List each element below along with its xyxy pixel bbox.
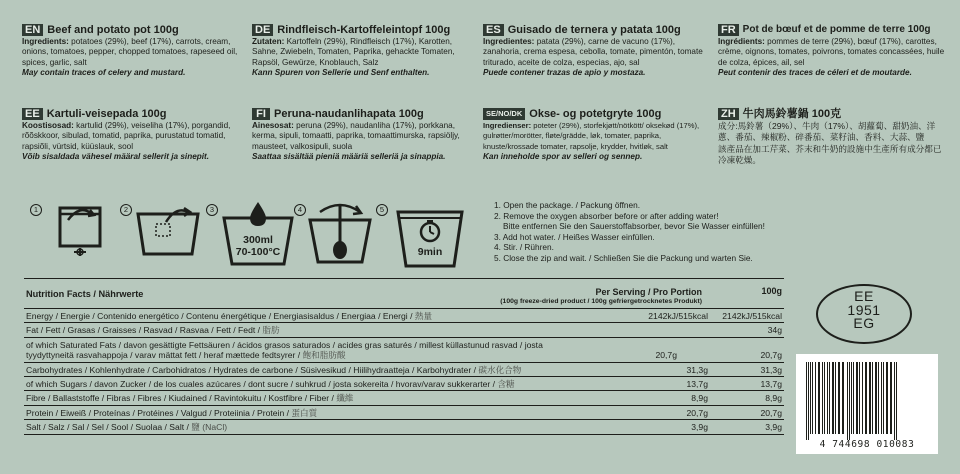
barcode-bar — [896, 362, 897, 440]
per-serving-value: 20,7g — [655, 350, 677, 361]
remove-absorber-icon — [132, 202, 204, 258]
lang-header — [252, 108, 477, 120]
nutrient-label — [26, 325, 608, 335]
barcode-bar — [822, 362, 823, 434]
nutrient-name-zh: 蛋白質 — [291, 407, 318, 418]
allergen-trace-note: 該產品在加工芹菜、芥末和牛奶的設施中生產所有成分都已冷凍乾燥。 — [718, 143, 942, 166]
instruction-line: 3. Add hot water. / Heißes Wasser einfüllen. — [494, 231, 655, 242]
nutrient-name: Fat / Fett / Grasas / Graisses / Rasvad / Rasvaa / Fett / Fedt / — [26, 325, 263, 336]
nutrient-label — [26, 311, 498, 321]
preparation-instructions — [494, 200, 794, 264]
ingredients-label: Ingrédients: — [718, 37, 765, 46]
product-title: Beef and potato pot 100g — [47, 24, 179, 36]
ingredients-list: pommes de terre (29%), bœuf (17%), carottes, crème, oignons, tomates, poivrons, tomates concassées, huile de colza, épices, ail, sel — [718, 37, 945, 67]
nutrition-facts-table — [24, 278, 784, 435]
ingredients-text — [252, 121, 477, 152]
per-100g-value: 13,7g — [760, 379, 782, 390]
product-title: Kartuli-veisepada 100g — [46, 108, 167, 120]
allergen-trace-note: Saattaa sisältää pieniä määriä selleriä ja sinappia. — [252, 152, 446, 162]
step-number-2: 2 — [120, 204, 132, 216]
stamp-country: EE — [854, 288, 874, 304]
barcode-bar — [875, 362, 877, 434]
barcode-bar — [842, 362, 844, 434]
nutrition-row-carbohydrates — [24, 363, 784, 377]
ingredients-label: Ainesosat: — [252, 121, 294, 130]
nutrient-name: Energy / Energie / Contenido energético / Contenu énergétique / Energiasisaldus / Energiaa / Energi / — [26, 311, 415, 321]
ingredients-list: poteter (29%), storfekjøtt/nötkött/ oksekød (17%), gulrøtter/morötter, fløte/grädde, løk, tomater, paprika, knuste/krossade tomater, rapsolje, krydder, hvitløk, salt — [483, 121, 700, 151]
lang-block-fr — [718, 24, 946, 79]
lang-block-ee — [22, 108, 247, 163]
nutrient-name: of which Saturated Fats / davon gesättigte Fettsäuren / ácidos grasos saturados / acides gras saturés / millest küllastunud rasvad / josta tyydyttyneitä rasvahappoja / varav mättat fett / heraf mættede fedtsyrer / — [26, 339, 543, 361]
instruction-line: 1. Open the package. / Packung öffnen. — [494, 200, 641, 210]
allergen-trace-note: Kann Spuren von Sellerie und Senf enthalten. — [252, 68, 430, 78]
ingredients-label: Ingredients: — [22, 37, 69, 46]
nutrient-name-zh: 飽和脂肪酸 — [302, 350, 346, 361]
barcode-bar — [890, 362, 892, 434]
nutrition-row-sugars — [24, 377, 784, 391]
barcode-bar — [812, 362, 813, 434]
lang-code-badge: SE/NO/DK — [483, 108, 525, 120]
lang-block-zh — [718, 108, 944, 167]
per-serving-sublabel: (100g freeze-dried product / 100g gefriergetrocknetes Produkt) — [500, 298, 702, 305]
per-serving-value: 13,7g — [686, 379, 708, 390]
nutrition-row-fibre — [24, 391, 784, 405]
ingredients-text — [718, 37, 946, 68]
per-100g-value: 20,7g — [760, 350, 782, 361]
instruction-line: 2. Remove the oxygen absorber before or after adding water! — [494, 210, 719, 221]
instruction-line: 4. Stir. / Rühren. — [494, 242, 554, 253]
barcode — [796, 354, 938, 454]
nutrient-name-zh: 熱量 — [414, 311, 433, 321]
barcode-bar — [838, 362, 840, 434]
step-number-1: 1 — [30, 204, 42, 216]
per-serving-header — [402, 287, 702, 305]
lang-block-es — [483, 24, 708, 79]
barcode-bar — [878, 362, 879, 434]
per-100g-value: 2142kJ/515kcal — [722, 311, 782, 321]
lang-block-de — [252, 24, 477, 79]
ec-identification-mark — [816, 284, 912, 344]
barcode-bar — [829, 362, 830, 434]
product-title: 牛肉馬鈴薯鍋 100克 — [742, 108, 842, 120]
preparation-steps-icons — [28, 196, 468, 276]
instruction-line: Bitte entfernen Sie den Sauerstoffabsorber, bevor Sie Wasser einfüllen! — [503, 221, 765, 232]
nutrition-row-energy — [24, 309, 784, 323]
barcode-bar — [872, 362, 873, 434]
ingredients-text — [22, 37, 247, 68]
barcode-bar — [853, 362, 854, 434]
per-serving-value: 31,3g — [686, 364, 708, 375]
nutrition-row-saturated-fat — [24, 338, 784, 363]
wait-time-label: 9min — [417, 246, 443, 258]
product-title: Peruna-naudanlihapata 100g — [274, 108, 424, 120]
ingredients-label: Zutaten: — [252, 37, 285, 46]
nutrient-label — [26, 340, 546, 361]
lang-code-badge: FR — [718, 24, 739, 36]
barcode-bar — [881, 362, 882, 434]
ingredients-list: kartulid (29%), veiseliha (17%), porgandid, rõõskkoor, sibulad, tomatid, paprika, purustatud tomatid, rapsiõli, vürtsid, küüslauk, sool — [22, 121, 231, 151]
nutrient-name-zh: 鹽 (NaCl) — [191, 422, 228, 433]
nutrient-name-zh: 含糖 — [497, 379, 515, 390]
allergen-trace-note: Peut contenir des traces de céleri et de moutarde. — [718, 68, 912, 78]
lang-block-en — [22, 24, 247, 79]
barcode-bar — [869, 362, 871, 434]
barcode-bar — [883, 362, 884, 434]
lang-block-se-no-dk — [483, 108, 708, 162]
ingredients-label: Ingredientes: — [483, 37, 535, 46]
nutrition-column-headers — [402, 286, 782, 305]
lang-block-fi — [252, 108, 477, 163]
nutrient-name-zh: 纖維 — [336, 393, 354, 404]
barcode-bar — [886, 362, 888, 434]
step-number-3: 3 — [206, 204, 218, 216]
nutrient-label — [26, 365, 608, 375]
per-100g-value: 31,3g — [760, 364, 782, 375]
ingredients-text — [718, 121, 944, 144]
per-serving-value: 2142kJ/515kcal — [648, 311, 708, 321]
barcode-bar — [806, 362, 807, 440]
product-title: Pot de bœuf et de pomme de terre 100g — [742, 24, 931, 35]
barcode-bar — [865, 362, 867, 434]
lang-code-badge: EE — [22, 108, 43, 120]
nutrient-label — [26, 393, 608, 403]
barcode-bar — [862, 362, 863, 434]
ingredients-list: Kartoffeln (29%), Rindfleisch (17%), Karotten, Sahne, Zwiebeln, Tomaten, Paprika, gehackte Tomaten, Rapsöl, Gewürze, Knoblauch, Salz — [252, 37, 455, 67]
instruction-line: 5. Close the zip and wait. / Schließen Sie die Packung und warten Sie. — [494, 252, 753, 263]
per-serving-value: 3,9g — [691, 422, 708, 433]
nutrition-title: Nutrition Facts / Nährwerte — [26, 289, 144, 299]
allergen-trace-note: May contain traces of celery and mustard. — [22, 68, 186, 78]
barcode-bar — [808, 362, 809, 440]
nutrient-name: Carbohydrates / Kohlenhydrate / Carbohidratos / Hydrates de carbone / Süsivesikud / Hiilihydraatteja / Karbohydrater / — [26, 364, 479, 375]
stir-icon — [304, 198, 376, 264]
lang-header — [22, 108, 247, 120]
barcode-bar — [832, 362, 834, 434]
barcode-number: 4 744698 010083 — [819, 439, 915, 450]
barcode-bar — [824, 362, 825, 434]
ingredients-list: 馬鈴薯（29%）、牛肉（17%）、胡蘿蔔、甜奶油、洋蔥、番茄、辣椒粉、碎番茄、菜籽油、香料、大蒜、鹽 — [718, 121, 936, 143]
lang-header — [22, 24, 247, 36]
barcode-bar — [847, 362, 848, 440]
nutrient-label — [26, 379, 608, 389]
nutrient-name: of which Sugars / davon Zucker / de los cuales azúcares / dont sucre / suhkrud / josta sokereita / hvorav/varav sukkerarter / — [26, 379, 498, 390]
stamp-approval-number: 1951 — [847, 301, 881, 318]
ingredients-label: 成分: — [718, 121, 738, 131]
ingredients-list: patata (29%), carne de vacuno (17%), zanahoria, crema espesa, cebolla, tomate, pimentón, tomate triturado, aceite de colza, especias, ajo, sal — [483, 37, 703, 67]
lang-code-badge: DE — [252, 24, 273, 36]
product-title: Okse- og potetgryte 100g — [529, 108, 662, 120]
lang-header — [483, 24, 708, 36]
nutrient-label — [26, 422, 608, 432]
barcode-bar — [815, 362, 816, 434]
barcode-bar — [859, 362, 860, 434]
barcode-bar — [856, 362, 858, 434]
water-amount-label: 300ml — [243, 234, 273, 246]
barcode-bar — [851, 362, 852, 434]
lang-header — [718, 108, 944, 120]
nutrient-name: Fibre / Ballaststoffe / Fibras / Fibres / Kiudained / Ravintokuitu / Kostfibre / Fiber / — [26, 393, 337, 404]
product-title: Rindfleisch-Kartoffeleintopf 100g — [277, 24, 451, 36]
ingredients-text — [22, 121, 247, 152]
lang-code-badge: ZH — [718, 108, 739, 120]
open-package-icon — [46, 200, 114, 260]
barcode-bar — [835, 362, 836, 434]
nutrient-label — [26, 408, 608, 418]
step-number-5: 5 — [376, 204, 388, 216]
water-temperature-label: 70-100°C — [235, 246, 281, 258]
ingredients-list: potatoes (29%), beef (17%), carrots, cream, onions, tomatoes, pepper, chopped tomatoes, rapeseed oil, spices, garlic, salt — [22, 37, 238, 67]
stamp-ec-code: EG — [853, 315, 875, 331]
barcode-bar — [818, 362, 820, 434]
nutrition-row-salt — [24, 420, 784, 434]
lang-code-badge: FI — [252, 108, 270, 120]
per-100g-value: 3,9g — [765, 422, 782, 433]
nutrient-name: Protein / Eiweiß / Proteínas / Protéines / Valgud / Proteiinia / Protein / — [26, 407, 292, 418]
per-100g-value: 34g — [767, 325, 782, 336]
allergen-trace-note: Kan inneholde spor av selleri og sennep. — [483, 151, 643, 161]
step-number-4: 4 — [294, 204, 306, 216]
lang-header — [252, 24, 477, 36]
per-serving-value: 20,7g — [686, 407, 708, 418]
nutrition-row-protein — [24, 406, 784, 420]
per-100g-header: 100g — [761, 286, 782, 296]
ingredients-text — [483, 121, 708, 152]
per-100g-value: 8,9g — [765, 393, 782, 404]
per-serving-label: Per Serving / Pro Portion — [595, 287, 702, 297]
per-serving-value: 8,9g — [691, 393, 708, 404]
nutrient-name-zh: 脂肪 — [262, 325, 280, 336]
ingredients-list: peruna (29%), naudanliha (17%), porkkana, kerma, sipuli, tomaatti, paprika, tomaattimurska, rapsiöljy, mausteet, valkosipuli, suola — [252, 121, 460, 151]
ingredients-label: Ingredienser: — [483, 121, 532, 130]
ingredients-text — [252, 37, 477, 68]
lang-code-badge: ES — [483, 24, 504, 36]
per-100g-value: 20,7g — [760, 407, 782, 418]
ingredients-label: Koostisosad: — [22, 121, 74, 130]
nutrition-header — [24, 278, 784, 309]
ingredients-text — [483, 37, 708, 68]
barcode-bar — [894, 362, 895, 440]
allergen-trace-note: Puede contener trazas de apio y mostaza. — [483, 68, 646, 78]
product-title: Guisado de ternera y patata 100g — [507, 24, 681, 36]
lang-header — [483, 108, 708, 120]
lang-code-badge: EN — [22, 24, 43, 36]
barcode-bar — [827, 362, 828, 434]
allergen-trace-note: Võib sisaldada vähesel määral sellerit ja sinepit. — [22, 152, 210, 162]
lang-header — [718, 24, 946, 36]
barcode-bar — [810, 362, 811, 434]
nutrition-row-fat — [24, 323, 784, 337]
nutrient-name-zh: 碳水化合物 — [478, 364, 522, 375]
barcode-bar — [849, 362, 850, 440]
nutrient-name: Salt / Salz / Sal / Sel / Sool / Suolaa / Salt / — [26, 422, 192, 433]
